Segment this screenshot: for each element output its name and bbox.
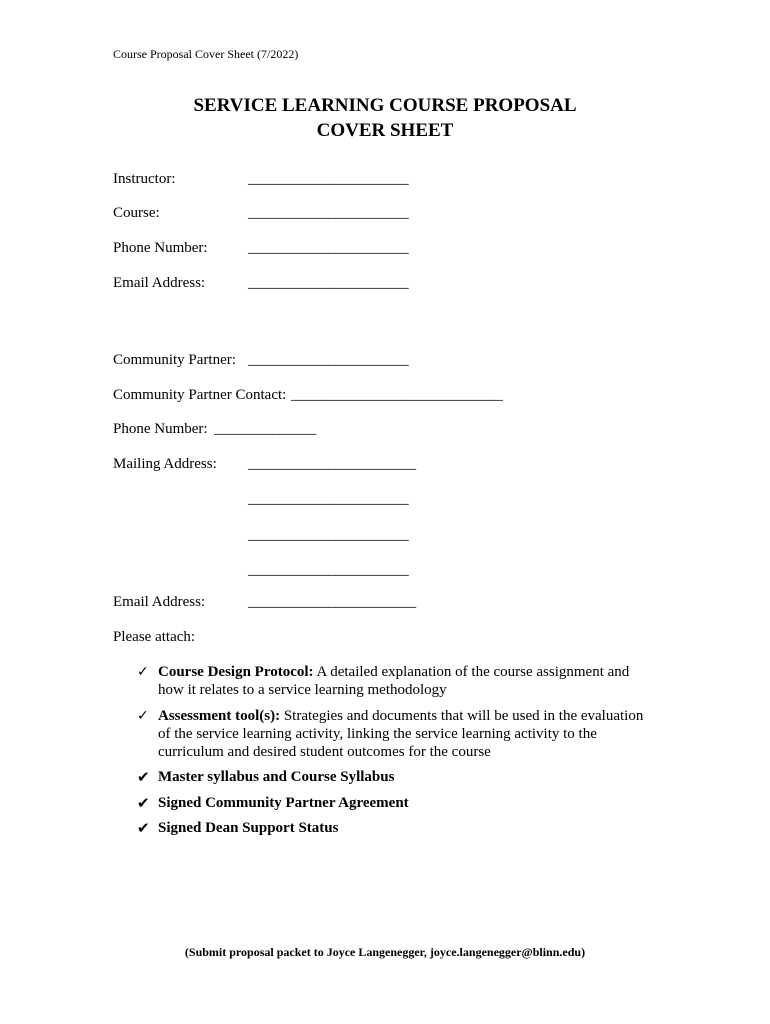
instructor-phone-label: Phone Number:	[113, 240, 208, 256]
instructor-email-label: Email Address:	[113, 275, 206, 291]
attach-item-text: Strategies and documents that will be used in the evaluation of the service learning activity, linking the service learning activity to the curriculum and desired student outcomes for the course	[158, 708, 644, 760]
instructor-phone-blank[interactable]: ______________________	[248, 240, 409, 256]
mailing-address-label: Mailing Address:	[113, 456, 217, 472]
checkmark-icon: ✔	[137, 768, 150, 786]
checkmark-icon: ✓	[137, 664, 149, 680]
partner-phone-label: Phone Number:	[113, 421, 208, 437]
mailing-address-blank-2[interactable]: ______________________	[248, 491, 409, 507]
attach-item-term: Course Design Protocol:	[158, 664, 314, 680]
course-blank[interactable]: ______________________	[248, 205, 409, 221]
attach-heading: Please attach:	[113, 629, 196, 645]
instructor-blank[interactable]: ______________________	[248, 171, 409, 187]
partner-email-label: Email Address:	[113, 594, 206, 610]
attach-item-term: Signed Dean Support Status	[158, 820, 339, 836]
mailing-address-blank-4[interactable]: ______________________	[248, 562, 409, 578]
instructor-label: Instructor:	[113, 171, 176, 187]
partner-phone-blank[interactable]: ______________	[214, 421, 317, 437]
mailing-address-blank-3[interactable]: ______________________	[248, 527, 409, 543]
community-partner-label: Community Partner:	[113, 352, 236, 368]
attach-item-term: Signed Community Partner Agreement	[158, 795, 409, 811]
checkmark-icon: ✔	[137, 794, 150, 812]
checkmark-icon: ✓	[137, 708, 149, 724]
course-label: Course:	[113, 205, 160, 221]
page-title-line-1: SERVICE LEARNING COURSE PROPOSAL	[193, 95, 577, 116]
checkmark-icon: ✔	[137, 819, 150, 837]
attach-item-term: Master syllabus and Course Syllabus	[158, 769, 395, 785]
mailing-address-blank-1[interactable]: _______________________	[248, 456, 416, 472]
page-title-line-2: COVER SHEET	[316, 120, 454, 141]
attach-item-text: A detailed explanation of the course assignment and how it relates to a service learning methodology	[158, 664, 630, 698]
footer-note: (Submit proposal packet to Joyce Langenegger, joyce.langenegger@blinn.edu)	[184, 945, 586, 959]
partner-contact-blank[interactable]: _____________________________	[291, 387, 503, 403]
community-partner-blank[interactable]: ______________________	[248, 352, 409, 368]
attach-item-term: Assessment tool(s):	[158, 708, 281, 724]
header-note: Course Proposal Cover Sheet (7/2022)	[113, 47, 299, 61]
partner-contact-label: Community Partner Contact:	[113, 387, 287, 403]
instructor-email-blank[interactable]: ______________________	[248, 275, 409, 291]
partner-email-blank[interactable]: _______________________	[248, 594, 416, 610]
